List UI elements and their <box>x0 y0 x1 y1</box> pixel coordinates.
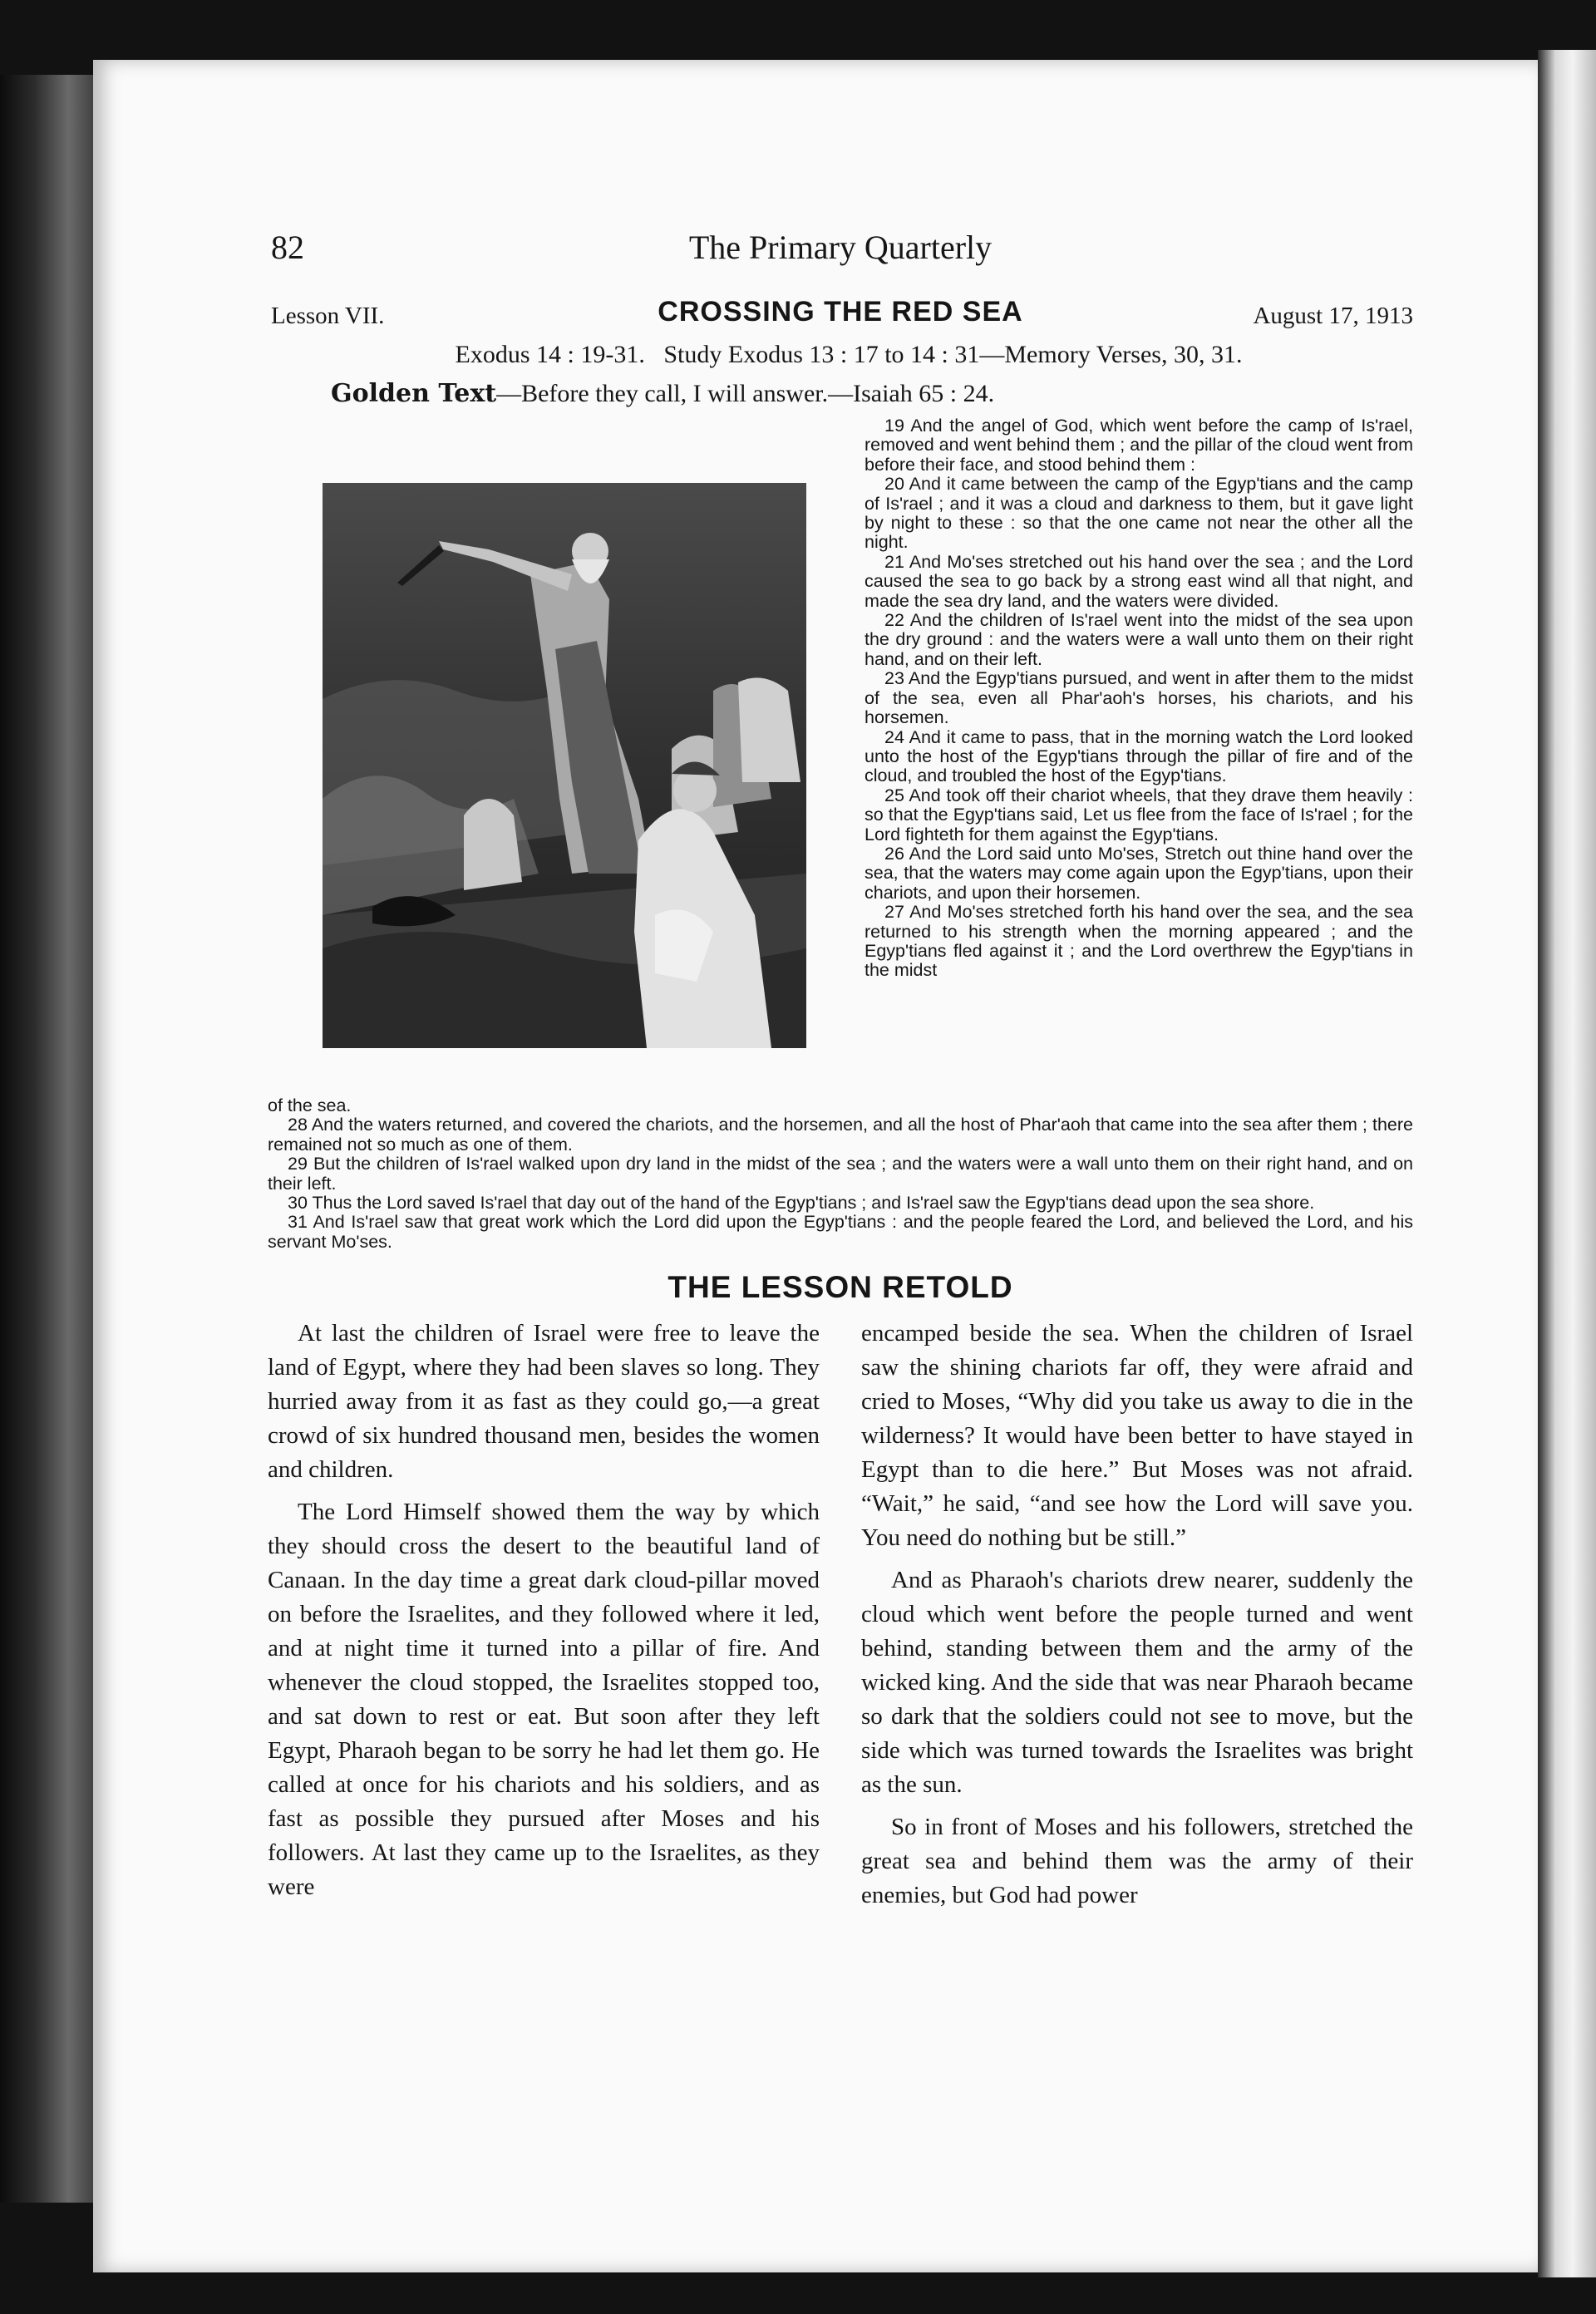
verse-30: 30 Thus the Lord saved Is'rael that day out of the hand of the Egyp'tians ; and Is'rael saw the Egyp'tians dead upon the sea shore. <box>288 1193 1315 1214</box>
lesson-header <box>268 291 1413 336</box>
verse-23: 23 And the Egyp'tians pursued, and went in after them to the midst of the sea, even all Phar'aoh's horses, his chariots, and his horsemen. <box>864 668 1413 728</box>
lesson-number: Lesson VII. <box>271 303 385 329</box>
page-number: 82 <box>271 229 304 266</box>
moses-parting-sea-illustration <box>323 483 806 1048</box>
verse-22: 22 And the children of Is'rael went into the midst of the sea upon the dry ground : and the waters were a wall unto them on their right hand, and on their left. <box>864 610 1413 669</box>
verse-20: 20 And it came between the camp of the Egyp'tians and the camp of Is'rael ; and it was a cloud and darkness to them, but it gave light by night to these : so that the one came not near the other all the night. <box>864 474 1413 553</box>
verse-31: 31 And Is'rael saw that great work which the Lord did upon the Egyp'tians : and the people feared the Lord, and believed the Lord, and his servant Mo'ses. <box>268 1212 1413 1252</box>
scripture-verses-wide <box>268 1096 1413 1252</box>
verse-27-continued: of the sea. <box>268 1095 352 1115</box>
retold-column-left <box>268 1317 820 1913</box>
verse-24: 24 And it came to pass, that in the morning watch the Lord looked unto the host of the Egyp'tians through the pillar of fire and of the cloud, and troubled the host of the Egyp'tians. <box>864 726 1413 786</box>
retold-paragraph: And as Pharaoh's chariots drew nearer, suddenly the cloud which went before the people turned and went behind, standing between them and the army of the wicked king. And the side that was near Pharaoh became so dark that the soldiers could not see to move, but the side which was turned towards the Israelites was bright as the sun. <box>861 1567 1413 1799</box>
retold-paragraph: The Lord Himself showed them the way by which they should cross the desert to the beautiful land of Canaan. In the day time a great dark cloud-pillar moved on before the Israelites, and they followed where it led, and at night time it turned into a pillar of fire. And whenever the cloud stopped, the Israelites stopped too, and sat down to rest or eat. But soon after they left Egypt, Pharaoh began to be sorry he had let them go. He called at once for his chariots and his soldiers, and as fast as possible they pursued after Moses and his followers. At last they came up to the Israelites, as they were <box>268 1499 820 1901</box>
verse-26: 26 And the Lord said unto Mo'ses, Stretch out thine hand over the sea, that the waters may come again upon the Egyp'tians, upon their chariots, and upon their horsemen. <box>864 843 1413 903</box>
verse-29: 29 But the children of Is'rael walked upon dry land in the midst of the sea ; and the waters were a wall unto them on their right hand, and on their left. <box>268 1154 1413 1194</box>
retold-column-right <box>861 1317 1413 1921</box>
lesson-retold-body <box>268 1317 1413 1973</box>
verse-27: 27 And Mo'ses stretched forth his hand over the sea, and the sea returned to his strength when the morning appeared ; and the Egyp'tians fled against it ; and the Lord overthrew the Egyp'tians in the midst <box>864 902 1413 981</box>
lesson-retold-heading: THE LESSON RETOLD <box>667 1270 1013 1305</box>
scripture-block <box>268 416 1413 1096</box>
lesson-title: CROSSING THE RED SEA <box>658 296 1023 327</box>
scripture-verses-right <box>864 416 1413 981</box>
verse-21: 21 And Mo'ses stretched out his hand over the sea ; and the Lord caused the sea to go back by a strong east wind all that night, and made the sea dry land, and the waters were divided. <box>864 551 1413 611</box>
running-head <box>268 223 1413 276</box>
golden-text-label: Golden Text <box>331 379 497 408</box>
verse-19: 19 And the angel of God, which went before the camp of Is'rael, removed and went behind them ; and the pillar of the cloud went from before their face, and stood behind them : <box>864 416 1413 475</box>
journal-title: The Primary Quarterly <box>688 229 993 266</box>
golden-text-body: —Before they call, I will answer.—Isaiah 65 : 24. <box>496 380 995 407</box>
golden-text <box>268 379 1413 408</box>
retold-paragraph: So in front of Moses and his followers, stretched the great sea and behind them was the army of their enemies, but God had power <box>861 1814 1413 1909</box>
page-content <box>268 223 1413 1973</box>
scripture-reference: Exodus 14 : 19-31. Study Exodus 13 : 17 to 14 : 31—Memory Verses, 30, 31. <box>455 341 1243 368</box>
illustration-art <box>323 483 806 1048</box>
verse-28: 28 And the waters returned, and covered the chariots, and the horsemen, and all the host of Phar'aoh that came into the sea after them ; there remained not so much as one of them. <box>268 1115 1413 1155</box>
book-binding <box>0 75 98 2203</box>
verse-25: 25 And took off their chariot wheels, that they drave them heavily : so that the Egyp'tians said, Let us flee from the face of Is'rael ; for the Lord fighteth for them against the Egyp'tians. <box>864 785 1413 844</box>
lesson-date: August 17, 1913 <box>1253 303 1413 329</box>
retold-paragraph: At last the children of Israel were free to leave the land of Egypt, where they had been slaves so long. They hurried away from it as fast as they could go,—a great crowd of six hundred thousand men, besides the women and children. <box>268 1320 820 1484</box>
retold-paragraph: encamped beside the sea. When the children of Israel saw the shining chariots far off, they were afraid and cried to Moses, “Why did you take us away to die in the wilderness? It would have been better to have stayed in Egypt than to die here.” But Moses was not afraid. “Wait,” he said, “and see how the Lord will save you. You need do nothing but be still.” <box>861 1320 1413 1552</box>
next-page-edge <box>1538 50 1596 2277</box>
